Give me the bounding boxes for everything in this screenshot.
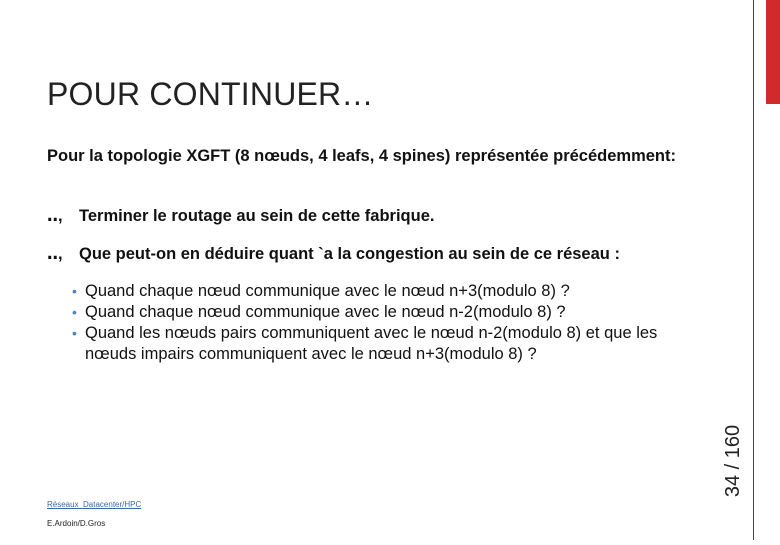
step-text: Que peut-on en déduire quant `a la congestion au sein de ce réseau : (79, 245, 620, 263)
slide-title: POUR CONTINUER… (47, 76, 374, 112)
bullet-text: Quand les nœuds pairs communiquent avec le nœud n-2(modulo 8) et que les nœuds impairs communiquent avec le nœud n+3(modulo 8) ? (85, 324, 658, 363)
step-item-2 (47, 244, 620, 264)
page-number: 34 / 160 (722, 424, 744, 498)
intro-text: Pour la topologie XGFT (8 nœuds, 4 leafs, 4 spines) représentée précédemment: (47, 147, 676, 165)
step-marker: ‥, (47, 207, 63, 225)
list-item (72, 323, 682, 365)
footer-authors: E.Ardoin/D.Gros (47, 519, 106, 528)
list-item (72, 302, 682, 323)
step-marker: ‥, (47, 245, 63, 263)
bullet-text: Quand chaque nœud communique avec le nœud n+3(modulo 8) ? (85, 282, 570, 300)
bullet-list (72, 281, 682, 365)
bullet-icon: • (72, 283, 77, 299)
accent-bar (766, 0, 780, 104)
bullet-icon: • (72, 304, 77, 320)
vertical-divider (753, 0, 754, 540)
bullet-text: Quand chaque nœud communique avec le nœud n-2(modulo 8) ? (85, 303, 566, 321)
step-text: Terminer le routage au sein de cette fabrique. (79, 207, 435, 225)
course-link[interactable]: Réseaux_Datacenter/HPC (47, 500, 142, 509)
step-item-1 (47, 206, 434, 226)
list-item (72, 281, 682, 302)
bullet-icon: • (72, 325, 77, 341)
